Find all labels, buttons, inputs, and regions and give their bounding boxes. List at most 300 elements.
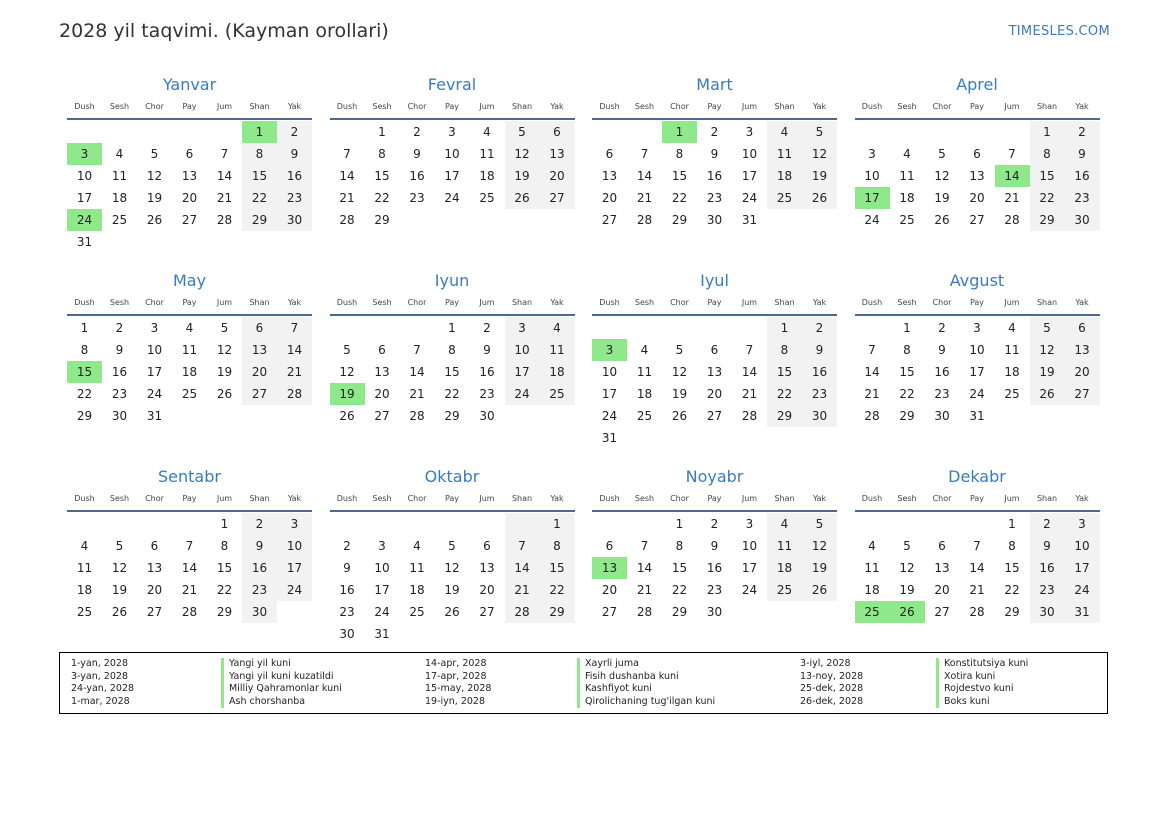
day-cell[interactable]: 3 <box>973 321 981 335</box>
day-cell[interactable]: 9 <box>277 143 312 165</box>
day-cell[interactable]: 31 <box>601 431 618 445</box>
day-cell[interactable]: 11 <box>767 535 802 557</box>
day-cell[interactable]: 25 <box>855 601 890 623</box>
day-cell[interactable]: 27 <box>242 383 277 405</box>
day-cell[interactable]: 5 <box>150 147 159 161</box>
day-cell[interactable]: 17 <box>505 361 540 383</box>
day-cell[interactable]: 17 <box>277 557 312 579</box>
day-cell[interactable]: 21 <box>505 579 540 601</box>
day-cell[interactable]: 11 <box>864 561 880 575</box>
day-cell[interactable]: 14 <box>339 169 355 183</box>
day-cell[interactable]: 8 <box>540 535 575 557</box>
day-cell[interactable]: 11 <box>540 339 575 361</box>
day-cell[interactable]: 16 <box>409 169 425 183</box>
day-cell[interactable]: 30 <box>706 213 723 227</box>
day-cell[interactable]: 8 <box>1030 143 1065 165</box>
day-cell[interactable]: 14 <box>409 365 425 379</box>
day-cell[interactable]: 31 <box>1065 601 1100 623</box>
day-cell[interactable]: 15 <box>899 365 915 379</box>
day-cell[interactable]: 21 <box>741 387 758 401</box>
day-cell[interactable]: 15 <box>1004 561 1020 575</box>
day-cell[interactable]: 10 <box>1065 535 1100 557</box>
day-cell[interactable]: 24 <box>601 409 618 423</box>
day-cell[interactable]: 22 <box>76 387 93 401</box>
day-cell[interactable]: 18 <box>767 557 802 579</box>
day-cell[interactable]: 11 <box>181 343 198 357</box>
day-cell[interactable]: 15 <box>444 365 460 379</box>
day-cell[interactable]: 28 <box>864 409 880 423</box>
day-cell[interactable]: 20 <box>374 387 390 401</box>
day-cell[interactable]: 25 <box>479 191 495 205</box>
day-cell[interactable]: 5 <box>448 539 456 553</box>
day-cell[interactable]: 6 <box>483 539 491 553</box>
day-cell[interactable]: 20 <box>601 191 618 205</box>
day-cell[interactable]: 18 <box>111 191 128 205</box>
day-cell[interactable]: 8 <box>675 539 684 553</box>
day-cell[interactable]: 8 <box>80 343 89 357</box>
day-cell[interactable]: 3 <box>378 539 386 553</box>
day-cell[interactable]: 7 <box>973 539 981 553</box>
day-cell[interactable]: 21 <box>409 387 425 401</box>
day-cell[interactable]: 14 <box>636 561 653 575</box>
day-cell[interactable]: 12 <box>111 561 128 575</box>
day-cell[interactable]: 24 <box>741 583 758 597</box>
day-cell[interactable]: 14 <box>277 339 312 361</box>
day-cell[interactable]: 26 <box>444 605 460 619</box>
day-cell[interactable]: 5 <box>343 343 351 357</box>
day-cell[interactable]: 13 <box>592 557 627 579</box>
day-cell[interactable]: 26 <box>505 187 540 209</box>
day-cell[interactable]: 15 <box>374 169 390 183</box>
day-cell[interactable]: 11 <box>111 169 128 183</box>
day-cell[interactable]: 19 <box>1030 361 1065 383</box>
day-cell[interactable]: 2 <box>413 125 421 139</box>
day-cell[interactable]: 12 <box>505 143 540 165</box>
day-cell[interactable]: 28 <box>969 605 985 619</box>
day-cell[interactable]: 23 <box>934 387 950 401</box>
day-cell[interactable]: 5 <box>675 343 684 357</box>
day-cell[interactable]: 15 <box>767 361 802 383</box>
day-cell[interactable]: 6 <box>605 539 614 553</box>
day-cell[interactable]: 4 <box>767 513 802 535</box>
day-cell[interactable]: 28 <box>636 213 653 227</box>
day-cell[interactable]: 17 <box>374 583 390 597</box>
day-cell[interactable]: 14 <box>969 561 985 575</box>
day-cell[interactable]: 21 <box>339 191 355 205</box>
day-cell[interactable]: 20 <box>540 165 575 187</box>
day-cell[interactable]: 24 <box>146 387 163 401</box>
day-cell[interactable]: 29 <box>374 213 390 227</box>
day-cell[interactable]: 21 <box>636 583 653 597</box>
day-cell[interactable]: 9 <box>343 561 351 575</box>
day-cell[interactable]: 25 <box>1004 387 1020 401</box>
day-cell[interactable]: 29 <box>671 605 688 619</box>
day-cell[interactable]: 17 <box>969 365 985 379</box>
day-cell[interactable]: 14 <box>505 557 540 579</box>
day-cell[interactable]: 12 <box>1030 339 1065 361</box>
day-cell[interactable]: 16 <box>242 557 277 579</box>
day-cell[interactable]: 7 <box>220 147 229 161</box>
day-cell[interactable]: 3 <box>67 143 102 165</box>
day-cell[interactable]: 14 <box>864 365 880 379</box>
day-cell[interactable]: 28 <box>216 213 233 227</box>
day-cell[interactable]: 12 <box>339 365 355 379</box>
day-cell[interactable]: 3 <box>1065 513 1100 535</box>
day-cell[interactable]: 18 <box>899 191 915 205</box>
day-cell[interactable]: 9 <box>710 539 719 553</box>
day-cell[interactable]: 16 <box>277 165 312 187</box>
day-cell[interactable]: 12 <box>216 343 233 357</box>
day-cell[interactable]: 4 <box>1008 321 1016 335</box>
day-cell[interactable]: 24 <box>505 383 540 405</box>
day-cell[interactable]: 23 <box>479 387 495 401</box>
day-cell[interactable]: 29 <box>242 209 277 231</box>
day-cell[interactable]: 15 <box>540 557 575 579</box>
day-cell[interactable]: 19 <box>934 191 950 205</box>
day-cell[interactable]: 20 <box>242 361 277 383</box>
day-cell[interactable]: 9 <box>938 343 946 357</box>
day-cell[interactable]: 10 <box>444 147 460 161</box>
day-cell[interactable]: 13 <box>374 365 390 379</box>
day-cell[interactable]: 24 <box>277 579 312 601</box>
day-cell[interactable]: 13 <box>934 561 950 575</box>
day-cell[interactable]: 18 <box>636 387 653 401</box>
day-cell[interactable]: 17 <box>741 169 758 183</box>
day-cell[interactable]: 20 <box>934 583 950 597</box>
day-cell[interactable]: 29 <box>1030 209 1065 231</box>
day-cell[interactable]: 19 <box>146 191 163 205</box>
day-cell[interactable]: 10 <box>374 561 390 575</box>
day-cell[interactable]: 8 <box>675 147 684 161</box>
day-cell[interactable]: 7 <box>185 539 194 553</box>
day-cell[interactable]: 3 <box>505 317 540 339</box>
day-cell[interactable]: 17 <box>444 169 460 183</box>
day-cell[interactable]: 28 <box>277 383 312 405</box>
day-cell[interactable]: 29 <box>899 409 915 423</box>
day-cell[interactable]: 1 <box>662 121 697 143</box>
day-cell[interactable]: 28 <box>1004 213 1020 227</box>
day-cell[interactable]: 10 <box>277 535 312 557</box>
day-cell[interactable]: 30 <box>242 601 277 623</box>
day-cell[interactable]: 3 <box>745 125 754 139</box>
day-cell[interactable]: 12 <box>802 143 837 165</box>
day-cell[interactable]: 10 <box>741 147 758 161</box>
day-cell[interactable]: 29 <box>671 213 688 227</box>
day-cell[interactable]: 20 <box>479 583 495 597</box>
day-cell[interactable]: 6 <box>1065 317 1100 339</box>
day-cell[interactable]: 9 <box>242 535 277 557</box>
day-cell[interactable]: 18 <box>767 165 802 187</box>
day-cell[interactable]: 23 <box>409 191 425 205</box>
day-cell[interactable]: 14 <box>216 169 233 183</box>
day-cell[interactable]: 1 <box>220 517 229 531</box>
day-cell[interactable]: 13 <box>242 339 277 361</box>
day-cell[interactable]: 24 <box>969 387 985 401</box>
day-cell[interactable]: 25 <box>181 387 198 401</box>
day-cell[interactable]: 24 <box>374 605 390 619</box>
day-cell[interactable]: 2 <box>802 317 837 339</box>
day-cell[interactable]: 12 <box>671 365 688 379</box>
day-cell[interactable]: 21 <box>864 387 880 401</box>
day-cell[interactable]: 17 <box>1065 557 1100 579</box>
day-cell[interactable]: 9 <box>710 147 719 161</box>
day-cell[interactable]: 7 <box>640 147 649 161</box>
day-cell[interactable]: 29 <box>767 405 802 427</box>
day-cell[interactable]: 21 <box>1004 191 1020 205</box>
day-cell[interactable]: 1 <box>448 321 456 335</box>
day-cell[interactable]: 28 <box>339 213 355 227</box>
day-cell[interactable]: 19 <box>802 165 837 187</box>
day-cell[interactable]: 27 <box>934 605 950 619</box>
day-cell[interactable]: 12 <box>934 169 950 183</box>
day-cell[interactable]: 14 <box>181 561 198 575</box>
day-cell[interactable]: 16 <box>802 361 837 383</box>
day-cell[interactable]: 13 <box>540 143 575 165</box>
day-cell[interactable]: 22 <box>899 387 915 401</box>
day-cell[interactable]: 10 <box>864 169 880 183</box>
day-cell[interactable]: 8 <box>220 539 229 553</box>
day-cell[interactable]: 18 <box>1004 365 1020 379</box>
day-cell[interactable]: 18 <box>181 365 198 379</box>
day-cell[interactable]: 8 <box>242 143 277 165</box>
day-cell[interactable]: 16 <box>706 561 723 575</box>
day-cell[interactable]: 27 <box>146 605 163 619</box>
day-cell[interactable]: 28 <box>409 409 425 423</box>
day-cell[interactable]: 2 <box>710 125 719 139</box>
day-cell[interactable]: 13 <box>601 169 618 183</box>
day-cell[interactable]: 6 <box>605 147 614 161</box>
day-cell[interactable]: 7 <box>413 343 421 357</box>
day-cell[interactable]: 10 <box>76 169 93 183</box>
day-cell[interactable]: 8 <box>378 147 386 161</box>
day-cell[interactable]: 13 <box>1065 339 1100 361</box>
day-cell[interactable]: 4 <box>413 539 421 553</box>
day-cell[interactable]: 8 <box>767 339 802 361</box>
day-cell[interactable]: 2 <box>1030 513 1065 535</box>
day-cell[interactable]: 11 <box>76 561 93 575</box>
day-cell[interactable]: 6 <box>378 343 386 357</box>
day-cell[interactable]: 19 <box>444 583 460 597</box>
day-cell[interactable]: 24 <box>741 191 758 205</box>
day-cell[interactable]: 4 <box>115 147 124 161</box>
day-cell[interactable]: 28 <box>741 409 758 423</box>
day-cell[interactable]: 1 <box>540 513 575 535</box>
day-cell[interactable]: 12 <box>899 561 915 575</box>
day-cell[interactable]: 16 <box>706 169 723 183</box>
day-cell[interactable]: 4 <box>483 125 491 139</box>
day-cell[interactable]: 28 <box>636 605 653 619</box>
day-cell[interactable]: 1 <box>903 321 911 335</box>
day-cell[interactable]: 18 <box>479 169 495 183</box>
day-cell[interactable]: 14 <box>995 165 1030 187</box>
day-cell[interactable]: 22 <box>671 191 688 205</box>
day-cell[interactable]: 18 <box>76 583 93 597</box>
day-cell[interactable]: 30 <box>479 409 495 423</box>
day-cell[interactable]: 2 <box>710 517 719 531</box>
day-cell[interactable]: 22 <box>1030 187 1065 209</box>
day-cell[interactable]: 26 <box>216 387 233 401</box>
day-cell[interactable]: 29 <box>76 409 93 423</box>
day-cell[interactable]: 8 <box>1008 539 1016 553</box>
day-cell[interactable]: 5 <box>220 321 229 335</box>
day-cell[interactable]: 21 <box>216 191 233 205</box>
day-cell[interactable]: 31 <box>146 409 163 423</box>
day-cell[interactable]: 12 <box>444 561 460 575</box>
day-cell[interactable]: 12 <box>146 169 163 183</box>
day-cell[interactable]: 29 <box>444 409 460 423</box>
day-cell[interactable]: 5 <box>505 121 540 143</box>
day-cell[interactable]: 3 <box>277 513 312 535</box>
day-cell[interactable]: 2 <box>343 539 351 553</box>
day-cell[interactable]: 7 <box>277 317 312 339</box>
day-cell[interactable]: 15 <box>242 165 277 187</box>
day-cell[interactable]: 22 <box>444 387 460 401</box>
day-cell[interactable]: 3 <box>592 339 627 361</box>
day-cell[interactable]: 2 <box>242 513 277 535</box>
day-cell[interactable]: 27 <box>479 605 495 619</box>
day-cell[interactable]: 13 <box>181 169 198 183</box>
day-cell[interactable]: 21 <box>277 361 312 383</box>
day-cell[interactable]: 11 <box>636 365 653 379</box>
day-cell[interactable]: 13 <box>969 169 985 183</box>
day-cell[interactable]: 27 <box>540 187 575 209</box>
day-cell[interactable]: 16 <box>1065 165 1100 187</box>
day-cell[interactable]: 25 <box>767 187 802 209</box>
day-cell[interactable]: 15 <box>671 169 688 183</box>
day-cell[interactable]: 26 <box>802 579 837 601</box>
day-cell[interactable]: 18 <box>540 361 575 383</box>
day-cell[interactable]: 20 <box>706 387 723 401</box>
day-cell[interactable]: 27 <box>181 213 198 227</box>
day-cell[interactable]: 24 <box>444 191 460 205</box>
day-cell[interactable]: 3 <box>150 321 159 335</box>
day-cell[interactable]: 7 <box>1008 147 1016 161</box>
day-cell[interactable]: 19 <box>330 383 365 405</box>
day-cell[interactable]: 25 <box>540 383 575 405</box>
day-cell[interactable]: 23 <box>1065 187 1100 209</box>
day-cell[interactable]: 7 <box>505 535 540 557</box>
day-cell[interactable]: 25 <box>899 213 915 227</box>
day-cell[interactable]: 23 <box>277 187 312 209</box>
day-cell[interactable]: 7 <box>868 343 876 357</box>
day-cell[interactable]: 4 <box>185 321 194 335</box>
day-cell[interactable]: 16 <box>479 365 495 379</box>
day-cell[interactable]: 5 <box>115 539 124 553</box>
day-cell[interactable]: 6 <box>150 539 159 553</box>
day-cell[interactable]: 18 <box>409 583 425 597</box>
day-cell[interactable]: 1 <box>1030 121 1065 143</box>
day-cell[interactable]: 1 <box>378 125 386 139</box>
day-cell[interactable]: 5 <box>903 539 911 553</box>
day-cell[interactable]: 11 <box>767 143 802 165</box>
day-cell[interactable]: 30 <box>706 605 723 619</box>
day-cell[interactable]: 26 <box>339 409 355 423</box>
day-cell[interactable]: 6 <box>185 147 194 161</box>
day-cell[interactable]: 7 <box>745 343 754 357</box>
day-cell[interactable]: 6 <box>242 317 277 339</box>
day-cell[interactable]: 4 <box>767 121 802 143</box>
day-cell[interactable]: 13 <box>146 561 163 575</box>
day-cell[interactable]: 26 <box>146 213 163 227</box>
day-cell[interactable]: 4 <box>540 317 575 339</box>
day-cell[interactable]: 12 <box>802 535 837 557</box>
day-cell[interactable]: 26 <box>111 605 128 619</box>
day-cell[interactable]: 5 <box>802 513 837 535</box>
day-cell[interactable]: 24 <box>864 213 880 227</box>
day-cell[interactable]: 18 <box>864 583 880 597</box>
day-cell[interactable]: 15 <box>671 561 688 575</box>
day-cell[interactable]: 26 <box>1030 383 1065 405</box>
day-cell[interactable]: 27 <box>706 409 723 423</box>
day-cell[interactable]: 31 <box>969 409 985 423</box>
day-cell[interactable]: 14 <box>741 365 758 379</box>
day-cell[interactable]: 28 <box>181 605 198 619</box>
day-cell[interactable]: 27 <box>374 409 390 423</box>
day-cell[interactable]: 13 <box>706 365 723 379</box>
day-cell[interactable]: 27 <box>1065 383 1100 405</box>
day-cell[interactable]: 9 <box>802 339 837 361</box>
day-cell[interactable]: 9 <box>483 343 491 357</box>
day-cell[interactable]: 21 <box>636 191 653 205</box>
day-cell[interactable]: 19 <box>802 557 837 579</box>
day-cell[interactable]: 29 <box>1004 605 1020 619</box>
brand-link[interactable]: TIMESLES.COM <box>1008 24 1110 39</box>
day-cell[interactable]: 9 <box>1065 143 1100 165</box>
day-cell[interactable]: 1 <box>675 517 684 531</box>
day-cell[interactable]: 29 <box>216 605 233 619</box>
day-cell[interactable]: 4 <box>903 147 911 161</box>
day-cell[interactable]: 28 <box>505 601 540 623</box>
day-cell[interactable]: 11 <box>1004 343 1020 357</box>
day-cell[interactable]: 22 <box>540 579 575 601</box>
day-cell[interactable]: 22 <box>767 383 802 405</box>
day-cell[interactable]: 23 <box>706 191 723 205</box>
day-cell[interactable]: 23 <box>339 605 355 619</box>
day-cell[interactable]: 3 <box>448 125 456 139</box>
day-cell[interactable]: 22 <box>216 583 233 597</box>
day-cell[interactable]: 22 <box>671 583 688 597</box>
day-cell[interactable]: 10 <box>505 339 540 361</box>
day-cell[interactable]: 6 <box>540 121 575 143</box>
day-cell[interactable]: 4 <box>80 539 89 553</box>
day-cell[interactable]: 30 <box>339 627 355 641</box>
day-cell[interactable]: 27 <box>601 605 618 619</box>
day-cell[interactable]: 22 <box>1004 583 1020 597</box>
day-cell[interactable]: 23 <box>1030 579 1065 601</box>
day-cell[interactable]: 20 <box>1065 361 1100 383</box>
day-cell[interactable]: 25 <box>636 409 653 423</box>
day-cell[interactable]: 3 <box>868 147 876 161</box>
day-cell[interactable]: 17 <box>855 187 890 209</box>
day-cell[interactable]: 20 <box>181 191 198 205</box>
day-cell[interactable]: 7 <box>640 539 649 553</box>
day-cell[interactable]: 17 <box>601 387 618 401</box>
day-cell[interactable]: 25 <box>111 213 128 227</box>
day-cell[interactable]: 25 <box>409 605 425 619</box>
day-cell[interactable]: 23 <box>111 387 128 401</box>
day-cell[interactable]: 1 <box>767 317 802 339</box>
day-cell[interactable]: 15 <box>1030 165 1065 187</box>
day-cell[interactable]: 30 <box>934 409 950 423</box>
day-cell[interactable]: 31 <box>741 213 758 227</box>
day-cell[interactable]: 19 <box>111 583 128 597</box>
day-cell[interactable]: 30 <box>802 405 837 427</box>
day-cell[interactable]: 19 <box>216 365 233 379</box>
day-cell[interactable]: 17 <box>741 561 758 575</box>
day-cell[interactable]: 29 <box>540 601 575 623</box>
day-cell[interactable]: 30 <box>111 409 128 423</box>
day-cell[interactable]: 16 <box>934 365 950 379</box>
